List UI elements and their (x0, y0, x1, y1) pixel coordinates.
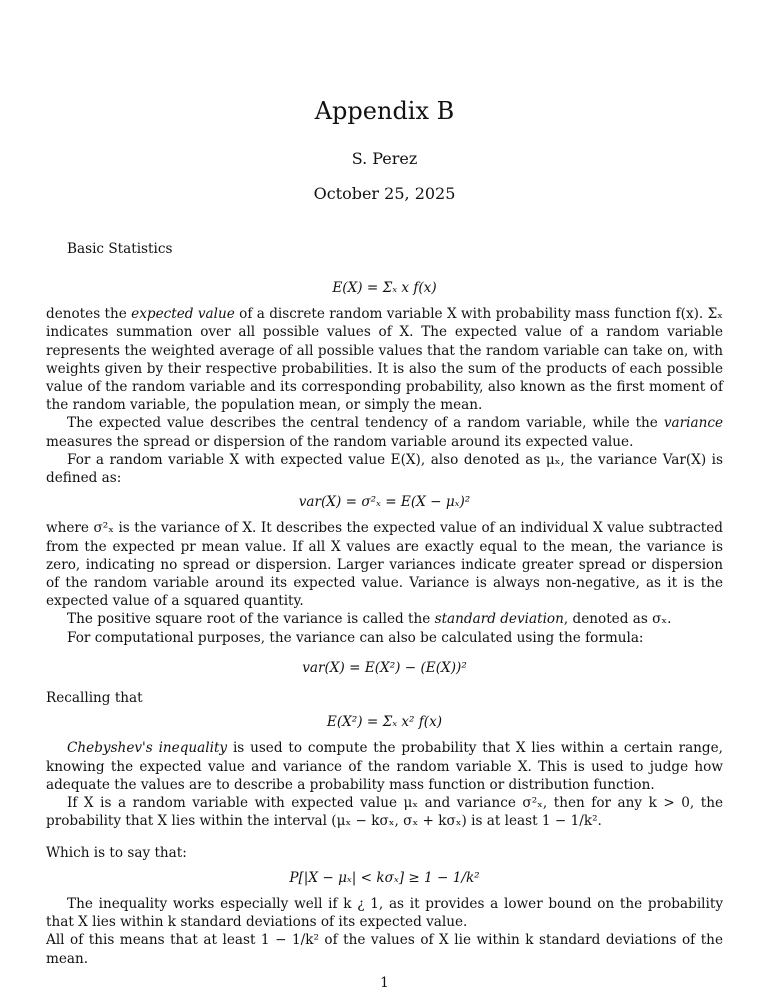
page-number: 1 (380, 975, 389, 991)
paragraph-conclusion: All of this means that at least 1 − 1/k² of the values of X lie within k standard deviations of the mean. (46, 932, 723, 967)
paragraph-expected-value: denotes the expected value of a discrete random variable X with probability mass function f(x). Σₓ indicates summation over all possible values of X. The expected value of a random variable represents the weighted average of all possible values that the random variable can take on, with weights given by their respective probabilities. It is also the sum of the products of each possible value of the random variable and its corresponding probability, also known as the first moment of the random variable, the population mean, or simply the mean. (46, 306, 723, 414)
paragraph-central-tendency: The expected value describes the central tendency of a random variable, while the variance measures the spread or dispersion of the random variable around its expected value. (46, 415, 723, 450)
paragraph-chebyshev: Chebyshev's inequality is used to compute the probability that X lies within a certain range, knowing the expected value and variance of the random variable X. This is used to judge how adequate the values are to describe a probability mass function or distribution function. (46, 740, 724, 793)
paragraph-computational: For computational purposes, the variance can also be calculated using the formula: (67, 629, 644, 646)
equation-second-moment: E(X²) = Σₓ x² f(x) (326, 714, 443, 731)
equation-chebyshev: P[|X − μₓ| < kσₓ] ≥ 1 − 1/k² (289, 869, 480, 886)
equation-variance: var(X) = σ²ₓ = E(X − μₓ)² (298, 494, 471, 511)
equation-expected-value: E(X) = Σₓ x f(x) (332, 280, 437, 296)
document-author: S. Perez (351, 149, 418, 168)
equation-variance-computational: var(X) = E(X²) − (E(X))² (302, 659, 467, 676)
spacer (46, 830, 723, 844)
paragraph-inequality-works: The inequality works especially well if k ¿ 1, as it provides a lower bound on the probability that X lies within k standard deviations of its expected value. (46, 895, 723, 931)
paragraph-recalling: Recalling that (46, 690, 143, 707)
document-body (46, 273, 723, 968)
paragraph-chebyshev-statement: If X is a random variable with expected value μₓ and variance σ²ₓ, then for any k > 0, the probability that X lies within the interval (μₓ − kσₓ, σₓ + kσₓ) is at least 1 − 1/k². (46, 795, 723, 830)
document-title: Appendix B (314, 97, 455, 125)
paragraph-variance-definition: For a random variable X with expected value E(X), also denoted as μₓ, the variance Var(X) is defined as: (46, 451, 723, 487)
document-date: October 25, 2025 (313, 184, 456, 203)
paragraph-standard-deviation: The positive square root of the variance is called the standard deviation, denoted as σₓ. (67, 611, 672, 628)
paragraph-which-is: Which is to say that: (46, 845, 187, 862)
section-heading: Basic Statistics (67, 241, 173, 257)
paragraph-variance-explanation: where σ²ₓ is the variance of X. It describes the expected value of an individual X value subtracted from the expected pr mean value. If all X values are exactly equal to the mean, the variance is zero, indicating no spread or dispersion. Larger variances indicate greater spread or dispersion of the random variable around its expected value. Variance is always non-negative, as it is the expected value of a squared quantity. (46, 520, 723, 610)
